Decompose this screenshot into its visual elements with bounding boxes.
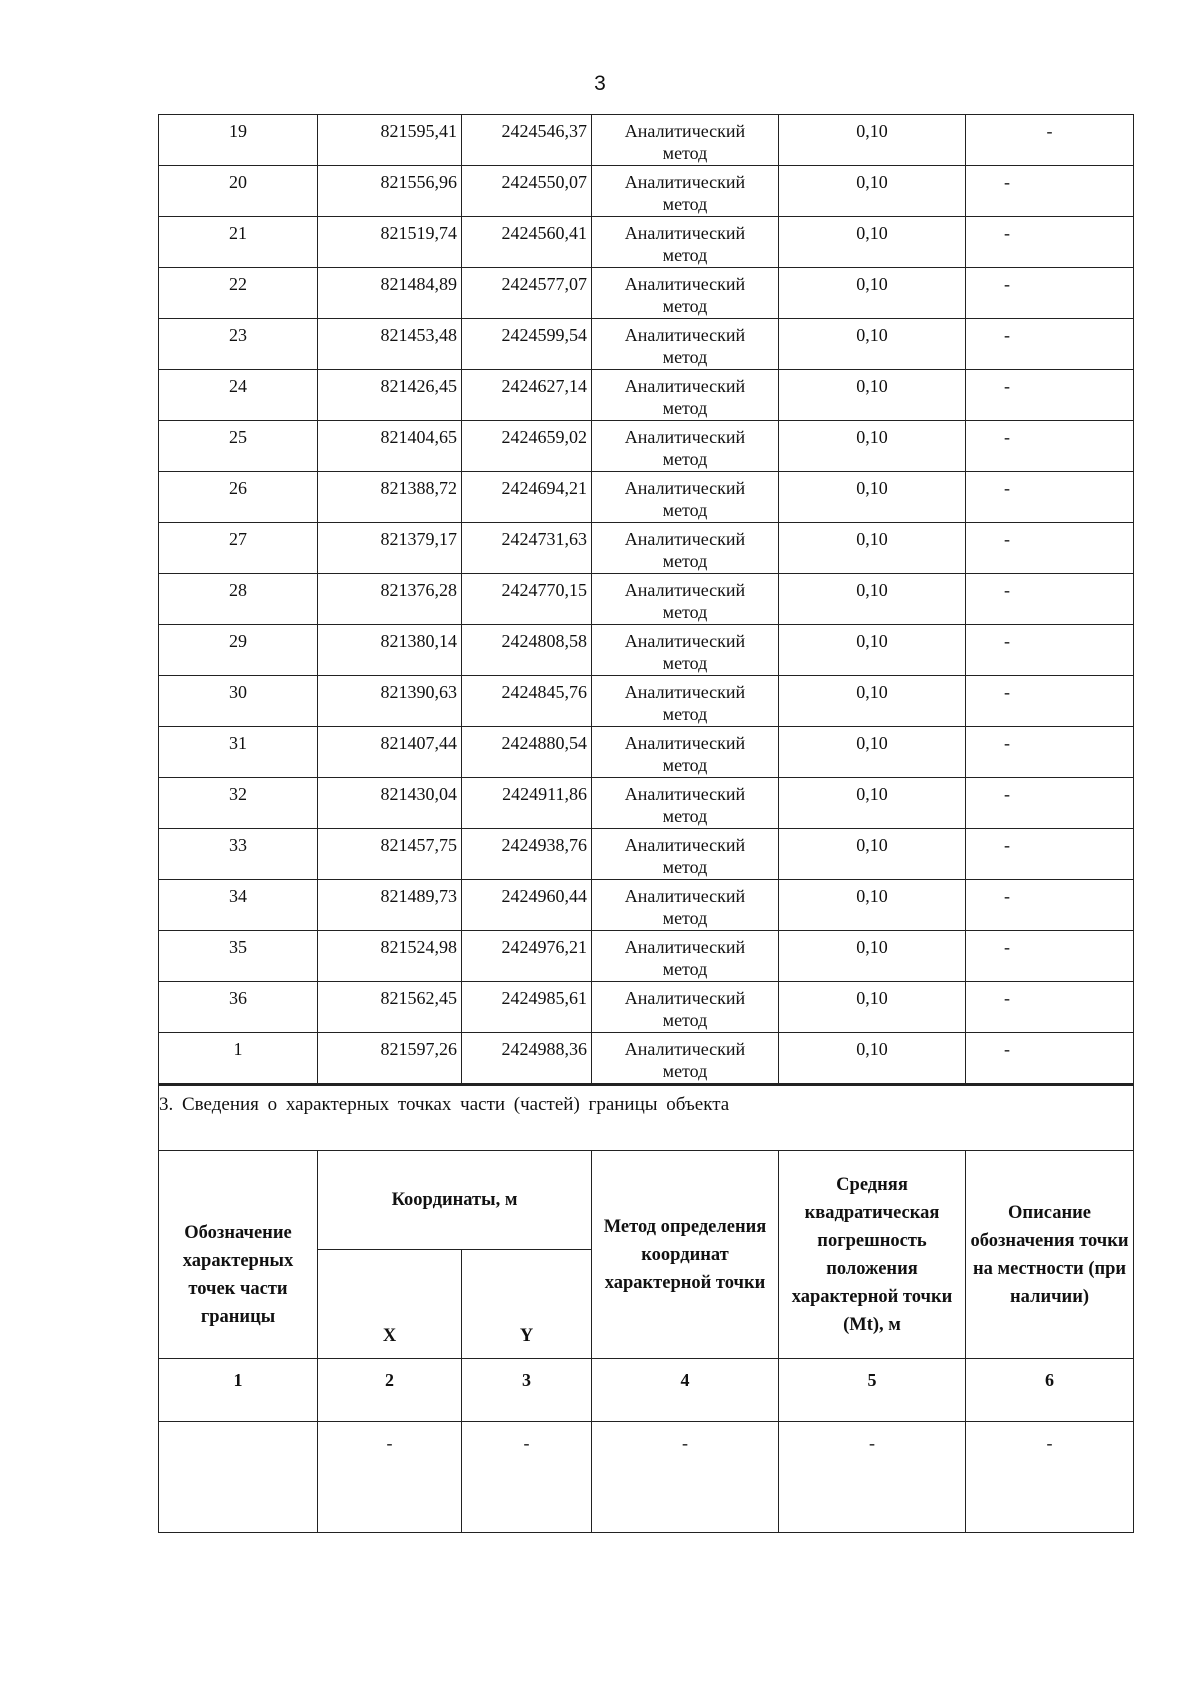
coord-x: 821376,28 [318, 574, 462, 625]
method-line-2: метод [662, 449, 708, 469]
method-line-2: метод [662, 908, 708, 928]
point-description: - [966, 982, 1134, 1033]
table-row [159, 625, 1134, 676]
coord-x: 821426,45 [318, 370, 462, 421]
method [592, 421, 779, 472]
table-row [159, 880, 1134, 931]
method-line-1: Аналитический [624, 223, 746, 243]
method-line-1: Аналитический [624, 784, 746, 804]
method [592, 931, 779, 982]
point-number: 27 [159, 523, 318, 574]
coord-x: 821489,73 [318, 880, 462, 931]
method-line-2: метод [662, 704, 708, 724]
header-x: X [318, 1250, 462, 1359]
coord-y: 2424911,86 [462, 778, 592, 829]
column-number-row [159, 1359, 1134, 1422]
method-line-2: метод [662, 296, 708, 316]
mean-error: 0,10 [779, 778, 966, 829]
method-line-2: метод [662, 1010, 708, 1030]
method [592, 268, 779, 319]
method-line-2: метод [662, 245, 708, 265]
method-line-2: метод [662, 806, 708, 826]
point-description: - [966, 472, 1134, 523]
point-number: 32 [159, 778, 318, 829]
method-line-1: Аналитический [624, 121, 746, 141]
coord-x: 821430,04 [318, 778, 462, 829]
method-line-1: Аналитический [624, 886, 746, 906]
mean-error: 0,10 [779, 217, 966, 268]
method-line-1: Аналитический [624, 631, 746, 651]
point-number: 20 [159, 166, 318, 217]
header-y: Y [462, 1250, 592, 1359]
method-line-2: метод [662, 857, 708, 877]
point-description: - [966, 931, 1134, 982]
point-description: - [966, 421, 1134, 472]
mean-error: 0,10 [779, 1033, 966, 1084]
column-number: 6 [966, 1359, 1134, 1422]
point-number: 25 [159, 421, 318, 472]
point-description: - [966, 625, 1134, 676]
coord-x: 821562,45 [318, 982, 462, 1033]
point-number: 31 [159, 727, 318, 778]
coord-x: 821379,17 [318, 523, 462, 574]
point-description: - [966, 370, 1134, 421]
point-number: 29 [159, 625, 318, 676]
method [592, 472, 779, 523]
method-line-1: Аналитический [624, 580, 746, 600]
coord-x: 821380,14 [318, 625, 462, 676]
mean-error: 0,10 [779, 115, 966, 166]
method-line-1: Аналитический [624, 427, 746, 447]
point-number: 34 [159, 880, 318, 931]
coord-y: 2424845,76 [462, 676, 592, 727]
table-row [159, 982, 1134, 1033]
method-line-1: Аналитический [624, 529, 746, 549]
mean-error: 0,10 [779, 982, 966, 1033]
point-description: - [966, 217, 1134, 268]
mean-error: 0,10 [779, 574, 966, 625]
coord-x: 821597,26 [318, 1033, 462, 1084]
mean-error: 0,10 [779, 421, 966, 472]
mean-error: 0,10 [779, 829, 966, 880]
coord-x: 821595,41 [318, 115, 462, 166]
method-line-1: Аналитический [624, 376, 746, 396]
part-cell-description: - [966, 1422, 1134, 1533]
mean-error: 0,10 [779, 880, 966, 931]
page-number: 3 [594, 72, 606, 95]
coord-x: 821519,74 [318, 217, 462, 268]
point-description: - [966, 166, 1134, 217]
method-line-1: Аналитический [624, 274, 746, 294]
column-number: 2 [318, 1359, 462, 1422]
coord-y: 2424976,21 [462, 931, 592, 982]
mean-error: 0,10 [779, 931, 966, 982]
mean-error: 0,10 [779, 370, 966, 421]
mean-error: 0,10 [779, 268, 966, 319]
coord-y: 2424770,15 [462, 574, 592, 625]
coord-x: 821453,48 [318, 319, 462, 370]
table-row [159, 370, 1134, 421]
header-designation: Обозначение характерных точек части границы [159, 1151, 318, 1359]
point-description: - [966, 676, 1134, 727]
method-line-2: метод [662, 398, 708, 418]
method-line-2: метод [662, 1061, 708, 1081]
method [592, 727, 779, 778]
method [592, 370, 779, 421]
table-row [159, 268, 1134, 319]
coord-y: 2424880,54 [462, 727, 592, 778]
column-number: 4 [592, 1359, 779, 1422]
coord-y: 2424659,02 [462, 421, 592, 472]
mean-error: 0,10 [779, 472, 966, 523]
method-line-1: Аналитический [624, 478, 746, 498]
boundary-points-table [158, 114, 1134, 1084]
method-line-2: метод [662, 959, 708, 979]
point-description: - [966, 727, 1134, 778]
coord-x: 821484,89 [318, 268, 462, 319]
header-method: Метод определения координат характерной точки [592, 1151, 779, 1359]
coord-y: 2424808,58 [462, 625, 592, 676]
coord-y: 2424985,61 [462, 982, 592, 1033]
point-description: - [966, 523, 1134, 574]
method-line-2: метод [662, 194, 708, 214]
point-description: - [966, 880, 1134, 931]
point-number: 22 [159, 268, 318, 319]
method-line-2: метод [662, 500, 708, 520]
method-line-1: Аналитический [624, 988, 746, 1008]
table-row [159, 574, 1134, 625]
coord-y: 2424577,07 [462, 268, 592, 319]
coord-y: 2424550,07 [462, 166, 592, 217]
table-row [159, 676, 1134, 727]
method [592, 166, 779, 217]
point-description: - [966, 268, 1134, 319]
method [592, 829, 779, 880]
table-row [159, 115, 1134, 166]
coord-y: 2424694,21 [462, 472, 592, 523]
method-line-1: Аналитический [624, 1039, 746, 1059]
section-3-title: 3. Сведения о характерных точках части (частей) границы объекта [159, 1085, 1134, 1151]
method-line-2: метод [662, 602, 708, 622]
part-cell-mt: - [779, 1422, 966, 1533]
coord-x: 821388,72 [318, 472, 462, 523]
method [592, 676, 779, 727]
method [592, 1033, 779, 1084]
point-number: 1 [159, 1033, 318, 1084]
method [592, 115, 779, 166]
coord-y: 2424546,37 [462, 115, 592, 166]
part-cell-x: - [318, 1422, 462, 1533]
method-line-2: метод [662, 653, 708, 673]
table-row [159, 523, 1134, 574]
point-number: 28 [159, 574, 318, 625]
point-number: 23 [159, 319, 318, 370]
point-description: - [966, 829, 1134, 880]
point-description: - [966, 778, 1134, 829]
part-boundary-table [158, 1083, 1134, 1533]
table-row [159, 829, 1134, 880]
table-row [159, 472, 1134, 523]
method [592, 880, 779, 931]
method-line-1: Аналитический [624, 937, 746, 957]
method [592, 982, 779, 1033]
point-number: 30 [159, 676, 318, 727]
point-number: 35 [159, 931, 318, 982]
method-line-2: метод [662, 143, 708, 163]
method [592, 217, 779, 268]
coord-x: 821457,75 [318, 829, 462, 880]
part-cell-y: - [462, 1422, 592, 1533]
part-cell-method: - [592, 1422, 779, 1533]
method-line-1: Аналитический [624, 172, 746, 192]
table-row [159, 217, 1134, 268]
header-mt: Средняя квадратическая погрешность положения характерной точки (Mt), м [779, 1151, 966, 1359]
column-number: 1 [159, 1359, 318, 1422]
coord-y: 2424988,36 [462, 1033, 592, 1084]
coord-y: 2424627,14 [462, 370, 592, 421]
method-line-1: Аналитический [624, 835, 746, 855]
method [592, 574, 779, 625]
coord-y: 2424599,54 [462, 319, 592, 370]
method-line-2: метод [662, 347, 708, 367]
point-number: 19 [159, 115, 318, 166]
mean-error: 0,10 [779, 523, 966, 574]
mean-error: 0,10 [779, 727, 966, 778]
method [592, 523, 779, 574]
coord-y: 2424731,63 [462, 523, 592, 574]
table-row [159, 727, 1134, 778]
point-description: - [966, 1033, 1134, 1084]
point-description: - [966, 319, 1134, 370]
method-line-1: Аналитический [624, 325, 746, 345]
table-row [159, 1033, 1134, 1084]
method-line-1: Аналитический [624, 682, 746, 702]
coord-y: 2424960,44 [462, 880, 592, 931]
point-description: - [966, 115, 1134, 166]
coord-x: 821524,98 [318, 931, 462, 982]
column-number: 3 [462, 1359, 592, 1422]
method-line-1: Аналитический [624, 733, 746, 753]
point-number: 26 [159, 472, 318, 523]
point-number: 33 [159, 829, 318, 880]
coord-y: 2424938,76 [462, 829, 592, 880]
coord-y: 2424560,41 [462, 217, 592, 268]
mean-error: 0,10 [779, 319, 966, 370]
coord-x: 821404,65 [318, 421, 462, 472]
method [592, 778, 779, 829]
table-row [159, 166, 1134, 217]
method [592, 319, 779, 370]
coord-x: 821390,63 [318, 676, 462, 727]
header-coordinates: Координаты, м [318, 1151, 592, 1250]
boundary-points-body [159, 115, 1134, 1084]
table-row [159, 421, 1134, 472]
table-row [159, 778, 1134, 829]
point-number: 24 [159, 370, 318, 421]
table-row [159, 319, 1134, 370]
column-number: 5 [779, 1359, 966, 1422]
part-data-row [159, 1422, 1134, 1533]
part-cell-designation [159, 1422, 318, 1533]
point-number: 36 [159, 982, 318, 1033]
point-description: - [966, 574, 1134, 625]
mean-error: 0,10 [779, 676, 966, 727]
coord-x: 821556,96 [318, 166, 462, 217]
header-description: Описание обозначения точки на местности (при наличии) [966, 1151, 1134, 1359]
method [592, 625, 779, 676]
point-number: 21 [159, 217, 318, 268]
method-line-2: метод [662, 755, 708, 775]
method-line-2: метод [662, 551, 708, 571]
coord-x: 821407,44 [318, 727, 462, 778]
mean-error: 0,10 [779, 625, 966, 676]
mean-error: 0,10 [779, 166, 966, 217]
table-row [159, 931, 1134, 982]
